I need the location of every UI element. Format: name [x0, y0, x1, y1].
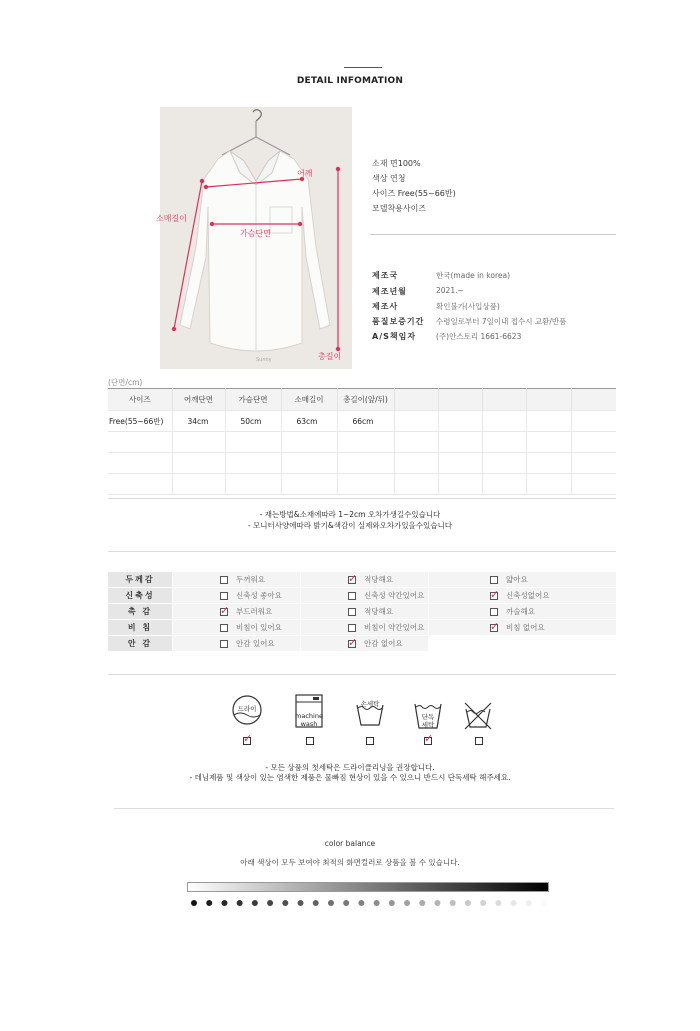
gray-dot [191, 900, 197, 906]
checkbox[interactable] [348, 592, 356, 600]
gray-dot [450, 900, 456, 906]
feature-label: 신축성 [108, 588, 172, 603]
checkbox[interactable] [220, 576, 228, 584]
feature-option-label: 비침 없어요 [506, 623, 545, 632]
feature-option[interactable] [220, 620, 282, 635]
feature-option-label: 적당해요 [364, 607, 393, 616]
size-cell [108, 474, 172, 495]
gray-dot [343, 900, 349, 906]
size-cell [571, 474, 616, 495]
gray-dot [465, 900, 471, 906]
spec-model-size: 모델착용사이즈 [372, 204, 427, 213]
product-photo [156, 107, 352, 369]
checkbox[interactable] [220, 592, 228, 600]
size-cell [225, 474, 281, 495]
info-label-country: 제조국 [372, 271, 399, 280]
gray-dot [511, 900, 517, 906]
gray-dot [404, 900, 410, 906]
info-value-date: 2021.~ [436, 286, 464, 295]
divider [114, 808, 614, 809]
size-cell: 63cm [281, 411, 337, 432]
size-cell [438, 432, 482, 453]
size-cell [394, 432, 438, 453]
feature-row-thickness [108, 572, 616, 588]
checkbox[interactable] [348, 624, 356, 632]
separate-wash-label-top: 단독 [421, 713, 435, 721]
gray-dot [358, 900, 364, 906]
feature-option[interactable] [490, 604, 535, 619]
gray-dot [221, 900, 227, 906]
gray-dot [419, 900, 425, 906]
size-cell [482, 432, 526, 453]
size-cell [438, 453, 482, 474]
size-cell [438, 411, 482, 432]
feature-option-label: 얇아요 [506, 575, 528, 584]
divider [108, 498, 616, 499]
size-cell: Free(55~66반) [108, 411, 172, 432]
size-header-cell: 소매길이 [281, 389, 337, 411]
header-rule [344, 67, 382, 68]
table-row [108, 474, 616, 495]
gray-dot [237, 900, 243, 906]
feature-option[interactable] [220, 604, 272, 619]
feature-option-label: 두꺼워요 [236, 575, 265, 584]
spec-color: 색상 연청 [372, 174, 406, 183]
size-cell [225, 432, 281, 453]
table-row [108, 411, 616, 432]
care-note-dryclean: - 모든 상품의 첫세탁은 드라이클리닝을 권장합니다. [265, 763, 435, 772]
size-cell [337, 474, 394, 495]
gray-dot [282, 900, 288, 906]
feature-row-touch [108, 604, 616, 620]
feature-row-lining [108, 636, 616, 652]
feature-option-label: 신축성없어요 [506, 591, 550, 600]
gray-dot [313, 900, 319, 906]
feature-label: 두께감 [108, 572, 172, 587]
size-cell [438, 474, 482, 495]
feature-option-label: 안감 없어요 [364, 639, 403, 648]
spec-divider [370, 234, 616, 235]
info-label-maker: 제조사 [372, 302, 399, 311]
machine-wash-checkbox[interactable] [306, 737, 314, 745]
hand-wash-checkbox[interactable] [366, 737, 374, 745]
gray-dot [480, 900, 486, 906]
separate-wash-checkbox[interactable] [424, 737, 432, 745]
care-note-denim: - 데님제품 및 색상이 있는 염색한 제품은 물빠짐 현상이 있을 수 있으니 반드시 단독세탁 해주세요. [189, 773, 511, 782]
size-cell: 66cm [337, 411, 394, 432]
checkbox[interactable] [490, 576, 498, 584]
checkbox-checked[interactable] [348, 576, 356, 584]
checkbox[interactable] [348, 608, 356, 616]
feature-option[interactable] [220, 588, 282, 603]
size-cell [571, 453, 616, 474]
chest-label: 가슴단면 [240, 229, 271, 238]
shoulder-label: 어깨 [297, 169, 313, 178]
size-header-cell [571, 389, 616, 411]
checkbox-checked[interactable] [348, 640, 356, 648]
feature-option[interactable] [348, 620, 424, 635]
feature-option-label: 비침이 약간있어요 [364, 623, 425, 632]
size-cell [526, 432, 571, 453]
size-cell [172, 453, 225, 474]
size-cell [526, 411, 571, 432]
feature-option[interactable] [220, 636, 275, 651]
size-cell [482, 411, 526, 432]
length-label: 총길이 [318, 352, 342, 361]
size-cell [281, 474, 337, 495]
color-balance-subtitle: 아래 색상이 모두 보여야 최적의 화면컬러로 상품을 볼 수 있습니다. [240, 858, 460, 867]
size-cell [394, 474, 438, 495]
size-cell [394, 453, 438, 474]
feature-option-label: 신축성 약간있어요 [364, 591, 425, 600]
feature-option[interactable] [348, 572, 393, 587]
feature-label: 비 침 [108, 620, 172, 635]
grayscale-bar [187, 882, 549, 892]
size-cell [337, 453, 394, 474]
feature-label: 안 감 [108, 636, 172, 651]
feature-option-label: 비침이 있어요 [236, 623, 282, 632]
info-label-as: A/S책임자 [372, 332, 417, 341]
feature-option-label: 적당해요 [364, 575, 393, 584]
feature-option[interactable] [348, 588, 424, 603]
checkbox-checked[interactable] [220, 608, 228, 616]
no-wash-checkbox[interactable] [475, 737, 483, 745]
gray-dot [328, 900, 334, 906]
feature-option-label: 까슬해요 [506, 607, 535, 616]
info-value-maker: 확인불가(사입상품) [436, 302, 500, 311]
monitor-note: - 모니터사양에따라 밝기&색감이 실제와오차가있을수있습니다 [247, 521, 453, 530]
feature-option-label: 신축성 좋아요 [236, 591, 282, 600]
size-cell [394, 411, 438, 432]
size-cell [571, 432, 616, 453]
feature-option[interactable] [490, 588, 549, 603]
size-header-cell [482, 389, 526, 411]
sleeve-label: 소매길이 [156, 214, 187, 223]
gray-dot [206, 900, 212, 906]
size-table-header [108, 389, 616, 411]
size-cell [281, 432, 337, 453]
photo-watermark: Sunny [256, 357, 272, 363]
table-row [108, 432, 616, 453]
size-cell [281, 453, 337, 474]
measure-note: - 재는방법&소재에따라 1~2cm 오차가생길수있습니다 [259, 510, 441, 519]
size-cell [571, 411, 616, 432]
page-title: DETAIL INFOMATION [296, 76, 404, 86]
spec-material: 소재 면100% [372, 159, 421, 168]
feature-option[interactable] [220, 572, 265, 587]
machine-wash-label-top: machine [295, 712, 323, 720]
info-label-date: 제조년월 [372, 287, 407, 296]
size-cell [225, 453, 281, 474]
size-cell [172, 474, 225, 495]
feature-option-label: 부드러워요 [236, 607, 273, 616]
machine-wash-label-bottom: wash [300, 720, 318, 728]
gray-dot [298, 900, 304, 906]
checkbox[interactable] [490, 608, 498, 616]
feature-row-sheer [108, 620, 616, 636]
feature-option-label: 안감 있어요 [236, 639, 275, 648]
checkbox[interactable] [220, 640, 228, 648]
gray-dot [526, 900, 532, 906]
size-header-cell: 총길이(앞/뒤) [337, 389, 394, 411]
gray-dot [267, 900, 273, 906]
size-header-cell [526, 389, 571, 411]
divider [108, 551, 616, 552]
dry-clean-label: 드라이 [237, 705, 257, 713]
hand-wash-label: 손세탁 [360, 700, 380, 708]
gray-dot [541, 900, 547, 906]
info-label-warranty: 품질보증기간 [372, 317, 425, 326]
checkbox-checked[interactable] [490, 624, 498, 632]
info-value-as: (주)안스토리 1661-6623 [436, 332, 522, 341]
feature-option[interactable] [490, 572, 528, 587]
feature-option[interactable] [490, 620, 545, 635]
checkbox[interactable] [220, 624, 228, 632]
feature-row-stretch [108, 588, 616, 604]
color-balance-title: color balance [324, 839, 376, 848]
size-cell [108, 453, 172, 474]
table-row [108, 453, 616, 474]
grayscale-dots [188, 898, 550, 908]
size-header-cell: 가슴단면 [225, 389, 281, 411]
size-header-cell [438, 389, 482, 411]
dry-clean-checkbox[interactable] [243, 737, 251, 745]
size-cell [482, 474, 526, 495]
divider [108, 674, 616, 675]
feature-option[interactable] [348, 604, 393, 619]
size-cell: 34cm [172, 411, 225, 432]
gray-dot [389, 900, 395, 906]
size-table [108, 388, 616, 495]
feature-matrix [108, 572, 616, 654]
separate-wash-label-bottom: 세탁 [421, 721, 435, 729]
info-value-country: 한국(made in korea) [436, 271, 511, 280]
size-header-cell: 어깨단면 [172, 389, 225, 411]
feature-label: 촉 감 [108, 604, 172, 619]
no-wash-icon [463, 701, 493, 731]
size-header-cell: 사이즈 [108, 389, 172, 411]
checkbox-checked[interactable] [490, 592, 498, 600]
size-cell [337, 432, 394, 453]
gray-dot [434, 900, 440, 906]
size-cell [482, 453, 526, 474]
info-value-warranty: 수령일로부터 7일이내 접수시 교환/반품 [436, 317, 567, 326]
size-cell [108, 432, 172, 453]
size-cell: 50cm [225, 411, 281, 432]
spec-size: 사이즈 Free(55~66반) [372, 189, 456, 198]
gray-dot [495, 900, 501, 906]
size-cell [526, 474, 571, 495]
size-unit-note: (단면/cm) [108, 378, 143, 387]
size-cell [526, 453, 571, 474]
size-cell [172, 432, 225, 453]
size-header-cell [394, 389, 438, 411]
gray-dot [374, 900, 380, 906]
feature-option[interactable] [348, 636, 403, 651]
gray-dot [252, 900, 258, 906]
